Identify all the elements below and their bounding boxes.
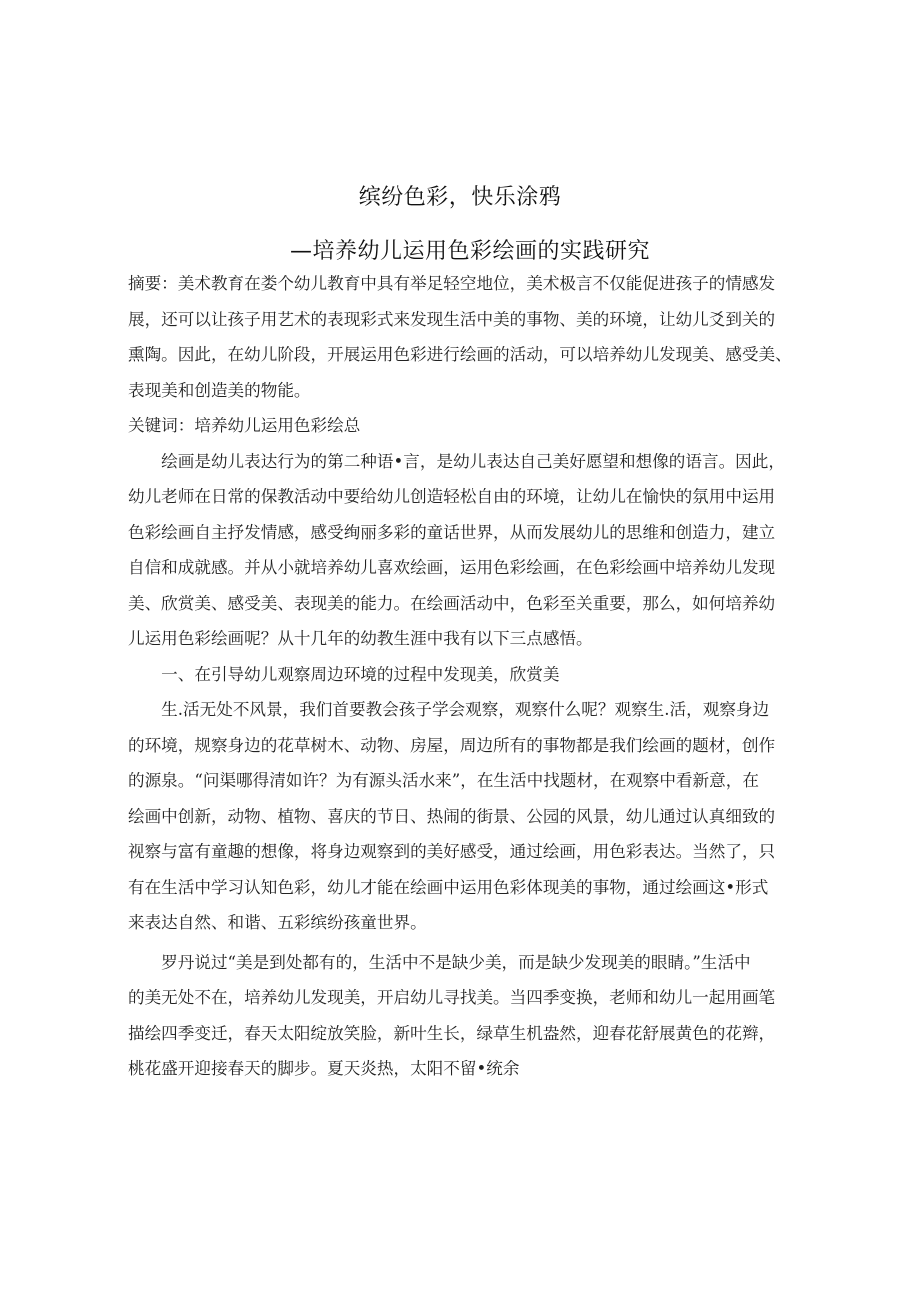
text-line: 的源泉。“问渠哪得清如许？为有源头活水来”，在生活中找题材，在观察中看新意，在 bbox=[128, 771, 759, 790]
intro-paragraph bbox=[128, 444, 796, 657]
text-line: 的环境，规察身边的花草树木、动物、房屋，周边所有的事物都是我们绘画的题材，创作 bbox=[128, 735, 776, 755]
text-line: 有在生活中学习认知色彩，幼儿才能在绘画中运用色彩体现美的事物，通过绘画这•形式 bbox=[128, 877, 769, 897]
document-title: 缤纷色彩，快乐涂鸦 bbox=[358, 185, 562, 210]
text-line: 视察与富有童趣的想像，将身边观察到的美好感受，通过绘画，用色彩表达。当然了，只 bbox=[128, 842, 776, 861]
text-line: 摘要：美术教育在娄个幼儿教育中具有举足轻空地位，美术极言不仅能促进孩子的情感发 bbox=[128, 274, 776, 293]
section-heading: 一、在引导幼儿观察周边环境的过程中发现美，欣赏美 bbox=[128, 664, 560, 684]
text-line: 的美无处不在，培养幼儿发现美，开启幼儿寻找美。当四季变换，老师和幼儿一起用画笔 bbox=[128, 988, 776, 1007]
text-line: 色彩绘画自主抒发情感，感受绚丽多彩的童话世界，从而发展幼儿的思维和创造力，建立 bbox=[128, 522, 776, 542]
text-line: 桃花盛开迎接春天的脚步。夏天炎热，太阳不留•统余 bbox=[128, 1059, 520, 1078]
text-line: 儿运用色彩绘画呢？从十几年的幼教生涯中我有以下三点感悟。 bbox=[128, 629, 593, 648]
document-body bbox=[128, 266, 796, 1087]
document-subtitle: —培养幼儿运用色彩绘画的实践研究 bbox=[289, 239, 650, 264]
section2-paragraph bbox=[128, 945, 796, 1087]
text-line: 绘画中创新，动物、植物、喜庆的节日、热闹的街景、公园的风景，幼儿通过认真细致的 bbox=[128, 806, 776, 826]
text-line: 表现美和创造美的物能。 bbox=[128, 380, 311, 400]
section1-paragraph bbox=[128, 692, 796, 941]
text-line: 幼儿老师在日常的保教活动中要给幼儿创造轻松自由的环境，让幼儿在愉快的氛用中运用 bbox=[128, 487, 776, 506]
text-line: 生.活无处不风景，我们首要教会孩子学会观察，观察什么呢？观察生.活，观察身边 bbox=[128, 700, 770, 719]
keywords-line: 关键词：培养幼儿运用色彩绘总 bbox=[128, 416, 361, 435]
text-line: 描绘四季变迁，春天太阳绽放笑脸，新叶生长，绿草生机盎然，迎春花舒展黄色的花辫， bbox=[128, 1023, 776, 1043]
text-line: 来表达自然、和谐、五彩缤纷孩童世界。 bbox=[128, 913, 427, 932]
text-line: 罗丹说过“美是到处都有的，生活中不是缺少美，而是缺少发现美的眼睛。”生活中 bbox=[128, 952, 751, 972]
text-line: 绘画是幼儿表达行为的第二种语•言，是幼儿表达自己美好愿望和想像的语言。因此， bbox=[128, 451, 785, 471]
text-line: 自信和成就感。并从小就培养幼儿喜欢绘画，运用色彩绘画，在色彩绘画中培养幼儿发现 bbox=[128, 558, 776, 577]
abstract-paragraph bbox=[128, 266, 796, 408]
text-line: 熏陶。因此，在幼儿阶段，开展运用色彩进行绘画的活动，可以培养幼儿发现美、感受美、 bbox=[128, 345, 792, 364]
text-line: 展，还可以让孩子用艺术的表现彩式来发现生活中美的事物、美的环境，让幼儿爻到关的 bbox=[128, 309, 776, 329]
text-line: 美、欣赏美、感受美、表现美的能力。在绘画活动中，色彩至关重要，那么，如何培养幼 bbox=[128, 593, 776, 613]
